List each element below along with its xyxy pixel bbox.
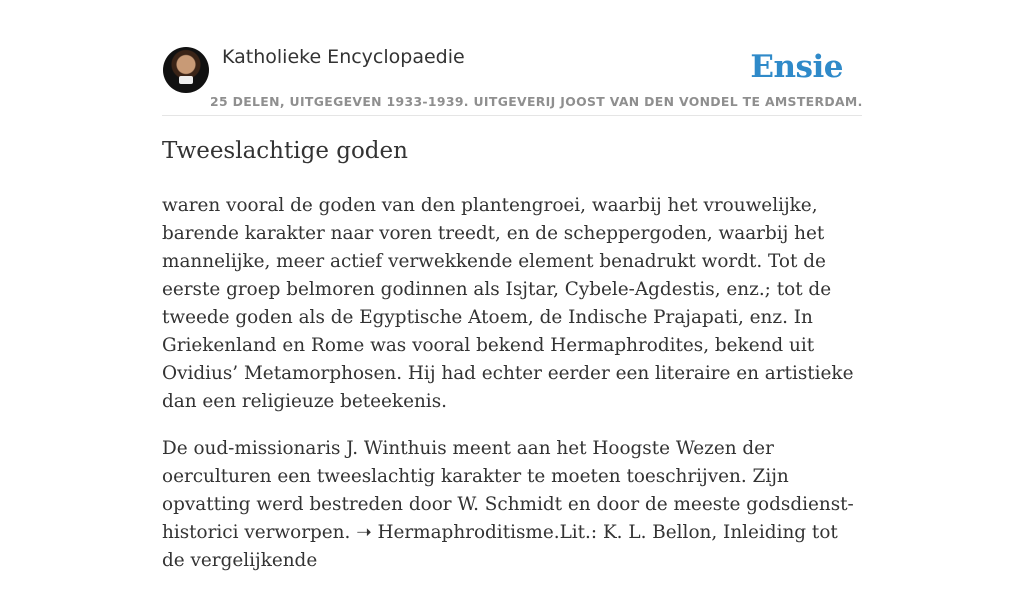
- source-avatar[interactable]: [163, 47, 209, 93]
- entry-paragraph-1: waren vooral de goden van den plantengroei, waarbij het vrouwelijke, barende karakter naar voren treedt, en de scheppergoden, waarbij het mannelijke, meer actief verwekkende element benadrukt wordt. Tot de eerste groep belmoren godinnen als Isjtar, Cybele-Agdestis, enz.; tot de tweede goden als de Egyptische Atoem, de Indische Prajapati, enz. In Griekenland en Rome was vooral bekend Hermaphrodites, bekend uit Ovidius’ Metamorphosen. Hij had echter eerder een literaire en artistieke dan een religieuze beteekenis.: [162, 195, 854, 412]
- entry-title: Tweeslachtige goden: [162, 138, 408, 164]
- entry-body: [162, 192, 866, 594]
- ensie-logo[interactable]: Ensie: [750, 49, 843, 85]
- header-divider: [162, 115, 862, 116]
- source-meta: 25 DELEN, UITGEGEVEN 1933-1939. UITGEVERIJ JOOST VAN DEN VONDEL TE AMSTERDAM.: [210, 94, 863, 109]
- entry-paragraph-2: De oud-missionaris J. Winthuis meent aan het Hoogste Wezen der oerculturen een tweeslachtig karakter te moeten toeschrijven. Zijn opvatting werd bestreden door W. Schmidt en door de meeste godsdienst-historici verworpen. ➝ Hermaphroditisme.Lit.: K. L. Bellon, Inleiding tot de vergelijkende: [162, 438, 854, 571]
- source-title[interactable]: Katholieke Encyclopaedie: [222, 46, 465, 68]
